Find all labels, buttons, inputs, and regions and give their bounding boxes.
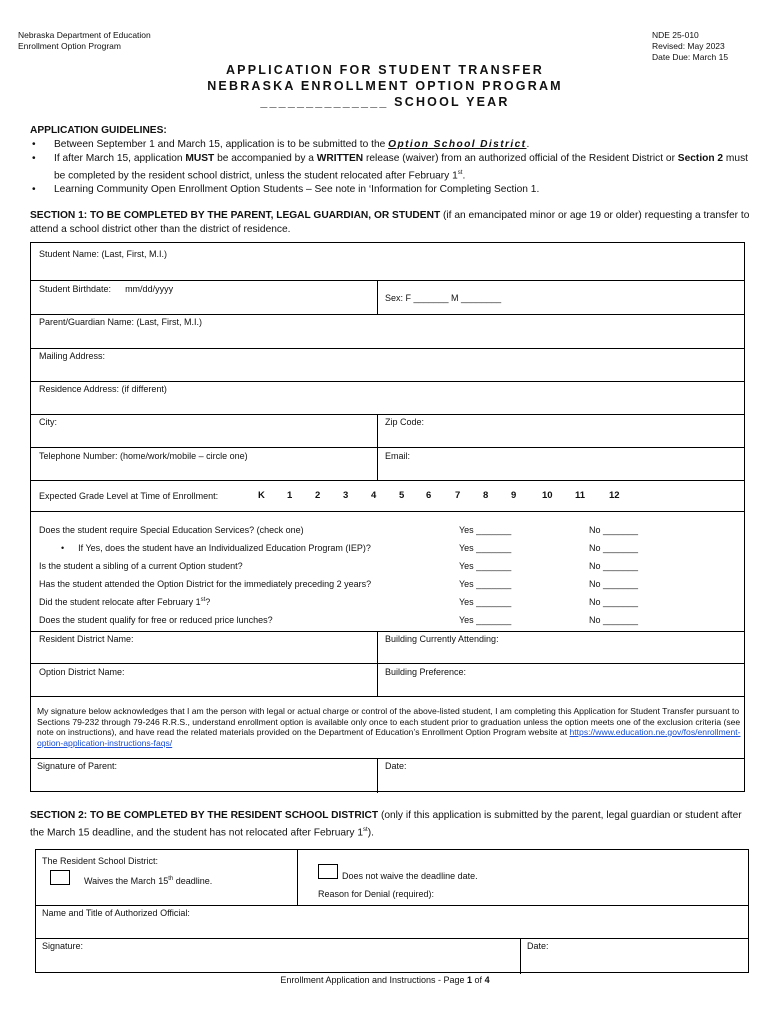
- iep-question: • If Yes, does the student have an Individualized Education Program (IEP)?: [61, 543, 371, 553]
- lunch-question: Does the student qualify for free or reduced price lunches?: [39, 615, 273, 625]
- not-waive-label: Does not waive the deadline date.: [342, 871, 478, 881]
- resident-district-label: The Resident School District:: [42, 856, 159, 866]
- guidelines-heading: APPLICATION GUIDELINES:: [30, 125, 167, 136]
- guideline-item: • Between September 1 and March 15, application is to be submitted to the Option School District.: [30, 138, 752, 152]
- agency-header: [18, 30, 151, 52]
- denial-reason-field[interactable]: Reason for Denial (required):: [318, 889, 435, 899]
- grade-option[interactable]: 8: [483, 490, 489, 501]
- district-signature-field[interactable]: Signature:: [42, 941, 84, 951]
- student-name-field[interactable]: Student Name: (Last, First, M.I.): [39, 249, 168, 259]
- grade-option[interactable]: 12: [609, 490, 620, 501]
- no-option[interactable]: No _______: [589, 615, 639, 625]
- form-info: [652, 30, 728, 63]
- guideline-item: • Learning Community Open Enrollment Option Students – See note in ‘Information for Completing Section 1.: [30, 183, 752, 197]
- revised-date: Revised: May 2023: [652, 41, 725, 51]
- yes-option[interactable]: Yes _______: [459, 525, 512, 535]
- section2-heading: SECTION 2: TO BE COMPLETED BY THE RESIDENT SCHOOL DISTRICT (only if this application is submitted by the parent, legal guardian or student after the March 15 deadline, and the student has not relocated after February 1st).: [30, 810, 742, 839]
- option-district-field[interactable]: Option District Name:: [39, 667, 125, 677]
- grade-options: [31, 490, 746, 502]
- grade-level-label: Expected Grade Level at Time of Enrollment:: [39, 491, 219, 501]
- grade-option[interactable]: 1: [287, 490, 293, 501]
- section2-form: [35, 849, 749, 973]
- waive-label: Waives the March 15th deadline.: [84, 876, 213, 886]
- acknowledgement-text: My signature below acknowledges that I am the person with legal or actual charge or control of the above-listed student, I am completing this Application for Student Transfer pursuant to Sections 79-232 through 79-246 R.R.S., understand enrollment option is available only once to each student prior to graduation unless the option meets one of the exclusion criteria (see note on instructions), and have read the related materials provided on the Department of Education’s Enrollment Option Program website at https://www.education.ne.gov/fos/enrollment-option-application-instructions-faqs/: [37, 706, 741, 748]
- no-option[interactable]: No _______: [589, 525, 639, 535]
- building-preference-field[interactable]: Building Preference:: [385, 667, 467, 677]
- special-education-question: Does the student require Special Education Services? (check one): [39, 525, 304, 535]
- parent-signature-field[interactable]: Signature of Parent:: [37, 761, 118, 771]
- yes-option[interactable]: Yes _______: [459, 615, 512, 625]
- grade-option[interactable]: 4: [371, 490, 377, 501]
- birthdate-field[interactable]: Student Birthdate: mm/dd/yyyy: [39, 284, 174, 294]
- district-date-field[interactable]: Date:: [527, 941, 549, 951]
- yes-option[interactable]: Yes _______: [459, 597, 512, 607]
- relocate-question: Did the student relocate after February 1st?: [39, 597, 211, 607]
- sibling-question: Is the student a sibling of a current Option student?: [39, 561, 243, 571]
- guideline-item: • If after March 15, application MUST be accompanied by a WRITTEN release (waiver) from an authorized official of the Resident District or Section 2 must be completed by the resident school district, unless the student relocated after February 1st.: [30, 152, 752, 183]
- zip-code-field[interactable]: Zip Code:: [385, 417, 425, 427]
- city-field[interactable]: City:: [39, 417, 57, 427]
- yes-option[interactable]: Yes _______: [459, 543, 512, 553]
- sex-field[interactable]: Sex: F _______ M ________: [385, 293, 502, 303]
- grade-option[interactable]: 3: [343, 490, 349, 501]
- no-option[interactable]: No _______: [589, 597, 639, 607]
- not-waive-checkbox[interactable]: [318, 864, 338, 879]
- page-footer: Enrollment Application and Instructions - Page 1 of 4: [280, 975, 490, 985]
- building-current-field[interactable]: Building Currently Attending:: [385, 634, 499, 644]
- grade-option[interactable]: 10: [542, 490, 553, 501]
- grade-option[interactable]: 5: [399, 490, 405, 501]
- grade-option[interactable]: 6: [426, 490, 432, 501]
- due-date: Date Due: March 15: [652, 52, 729, 62]
- no-option[interactable]: No _______: [589, 543, 639, 553]
- grade-option[interactable]: 2: [315, 490, 321, 501]
- yes-option[interactable]: Yes _______: [459, 561, 512, 571]
- resident-district-field[interactable]: Resident District Name:: [39, 634, 134, 644]
- grade-option[interactable]: 9: [511, 490, 517, 501]
- section1-form: [30, 242, 745, 792]
- email-field[interactable]: Email:: [385, 451, 411, 461]
- program-name: Enrollment Option Program: [18, 41, 121, 51]
- parent-name-field[interactable]: Parent/Guardian Name: (Last, First, M.I.): [39, 317, 203, 327]
- residence-address-field[interactable]: Residence Address: (if different): [39, 384, 167, 394]
- form-number: NDE 25-010: [652, 30, 699, 40]
- agency-name: Nebraska Department of Education: [18, 30, 151, 40]
- section1-heading: SECTION 1: TO BE COMPLETED BY THE PARENT, LEGAL GUARDIAN, OR STUDENT (if an emancipated minor or age 19 or older) requesting a transfer to attend a school district other than the district of residence.: [30, 210, 750, 235]
- application-guidelines: [30, 124, 752, 197]
- grade-option[interactable]: 11: [575, 490, 586, 501]
- no-option[interactable]: No _______: [589, 579, 639, 589]
- grade-option[interactable]: K: [258, 490, 265, 501]
- mailing-address-field[interactable]: Mailing Address:: [39, 351, 106, 361]
- attended-question: Has the student attended the Option District for the immediately preceding 2 years?: [39, 579, 372, 589]
- no-option[interactable]: No _______: [589, 561, 639, 571]
- telephone-field[interactable]: Telephone Number: (home/work/mobile – circle one): [39, 451, 248, 461]
- grade-option[interactable]: 7: [455, 490, 461, 501]
- yes-option[interactable]: Yes _______: [459, 579, 512, 589]
- page-title: APPLICATION FOR STUDENT TRANSFER NEBRASKA ENROLLMENT OPTION PROGRAM ______________ SCHOOL YEAR: [207, 63, 563, 109]
- parent-date-field[interactable]: Date:: [385, 761, 407, 771]
- waive-checkbox[interactable]: [50, 870, 70, 885]
- authorized-official-field[interactable]: Name and Title of Authorized Official:: [42, 908, 190, 918]
- instructions-link[interactable]: https://www.education.ne.gov/fos/enrollment-option-application-instructions-faqs/: [37, 727, 741, 748]
